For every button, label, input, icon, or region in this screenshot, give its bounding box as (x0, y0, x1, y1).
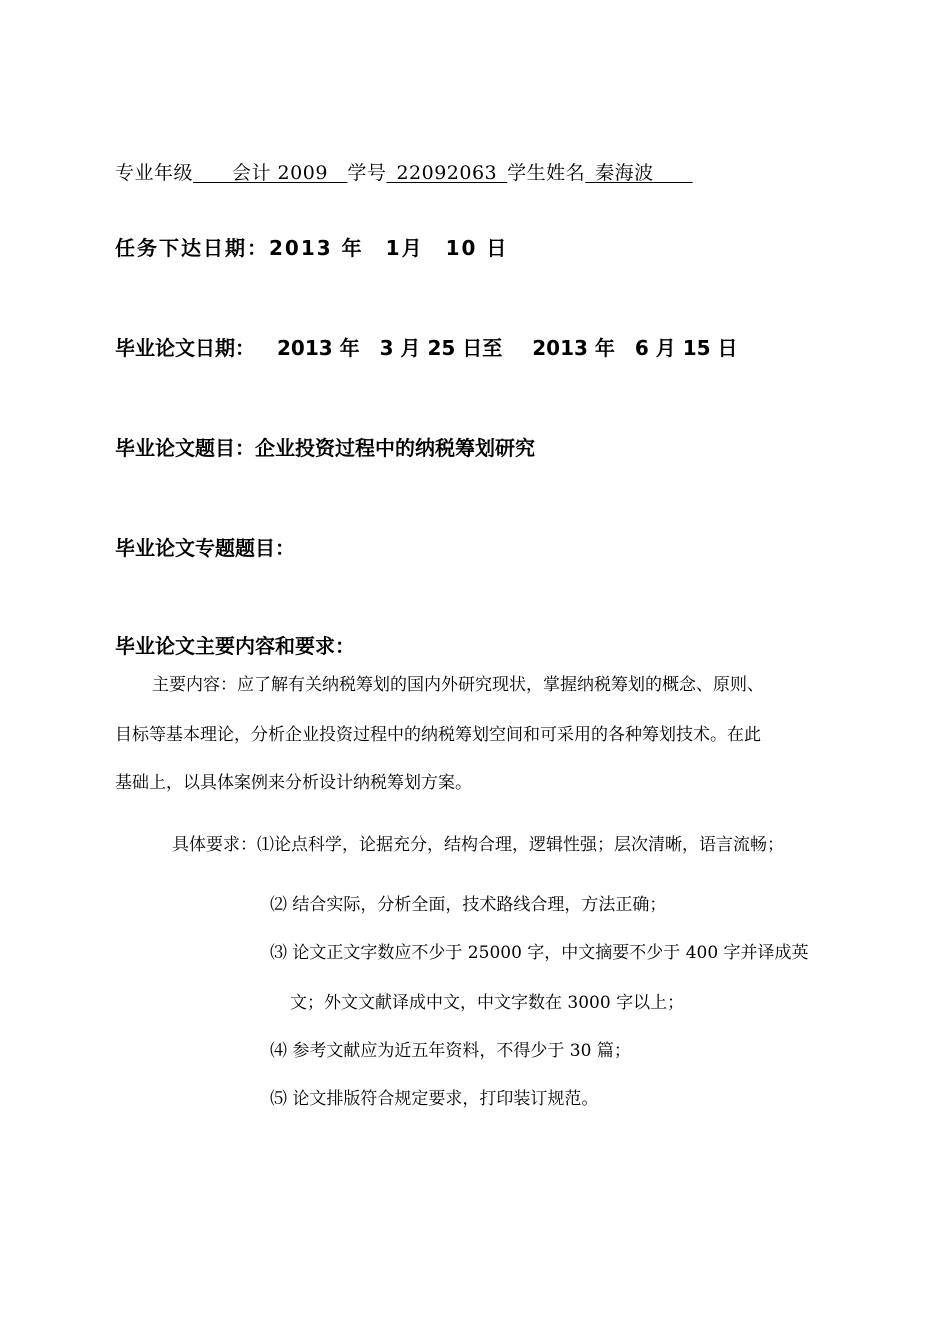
requirement-line-4: ⑷ 参考文献应为近五年资料，不得少于 30 篇； (270, 1041, 631, 1061)
requirement-line-3: 文；外文文献译成中文，中文字数在 3000 字以上； (290, 993, 685, 1013)
task-year-unit: 年 (341, 236, 364, 260)
task-month: 1 (385, 236, 402, 260)
requirement-line-0: 具体要求：⑴论点科学，论据充分，结构合理，逻辑性强；层次清晰，语言流畅； (172, 835, 784, 855)
requirement-line-2: ⑶ 论文正文字数应不少于 25000 字，中文摘要不少于 400 字并译成英 (270, 943, 809, 963)
thesis-date-line (115, 332, 738, 361)
thesis-date-label: 毕业论文日期： (115, 336, 255, 360)
task-year: 2013 (269, 236, 333, 260)
main-content-line-1: 主要内容：应了解有关纳税筹划的国内外研究现状，掌握纳税筹划的概念、原则、 (152, 675, 764, 695)
name-label: 学生姓名 (507, 162, 586, 184)
main-content-line-3: 基础上，以具体案例来分析设计纳税筹划方案。 (115, 773, 472, 793)
requirement-line-5: ⑸ 论文排版符合规定要求，打印装订规范。 (270, 1089, 599, 1109)
thesis-special-title-line: 毕业论文专题题目： (115, 536, 295, 560)
thesis-date-start: 2013 年 3 月 25 日至 (277, 336, 503, 360)
thesis-date-end: 2013 年 6 月 15 日 (532, 336, 738, 360)
task-date-line (115, 232, 508, 261)
task-date-label: 任务下达日期： (115, 236, 269, 260)
id-value: 22092063 (396, 162, 498, 184)
name-value: 秦海波 (595, 162, 654, 184)
requirement-line-1: ⑵ 结合实际，分析全面，技术路线合理，方法正确； (270, 895, 667, 915)
task-day-unit: 日 (486, 236, 509, 260)
task-day: 10 (445, 236, 478, 260)
task-month-unit: 月 (401, 236, 424, 260)
major-label: 专业年级 (115, 162, 194, 184)
content-heading: 毕业论文主要内容和要求： (115, 634, 355, 658)
student-info-line (115, 158, 693, 185)
thesis-title-line: 毕业论文题目：企业投资过程中的纳税筹划研究 (115, 436, 535, 460)
id-label: 学号 (347, 162, 387, 184)
major-value: 会计 2009 (232, 162, 328, 184)
main-content-line-2: 目标等基本理论，分析企业投资过程中的纳税筹划空间和可采用的各种筹划技术。在此 (115, 725, 761, 745)
